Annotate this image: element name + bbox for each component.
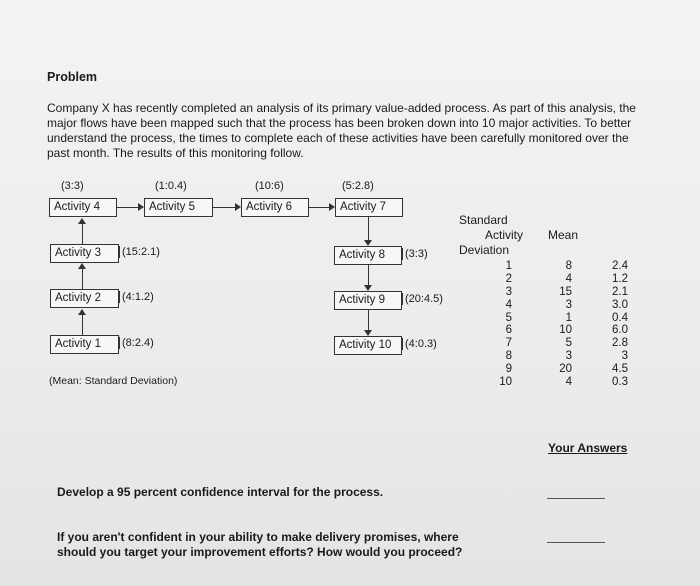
table-cell: 4: [565, 272, 572, 285]
activity8-box: Activity 8: [334, 246, 402, 265]
connector-7-8: [368, 217, 369, 240]
connector-2-3: [82, 269, 83, 289]
table-cell: 4: [565, 376, 572, 389]
table-cell: 7: [505, 337, 512, 350]
activity1-stats: (8:2.4): [119, 337, 154, 349]
table-cell: 3: [565, 298, 572, 311]
activity3-stats: (15:2.1): [119, 246, 160, 258]
table-cell: 3: [505, 285, 512, 298]
activity6-stats: (10:6): [255, 180, 284, 192]
table-header-deviation: Deviation: [459, 243, 510, 257]
connector-6-7: [309, 207, 329, 208]
table-cell: 8: [505, 350, 512, 363]
table-header-standard: Standard: [459, 213, 508, 227]
activity5-box: Activity 5: [144, 198, 213, 217]
diagram-legend: (Mean: Standard Deviation): [49, 375, 178, 387]
table-cell: 0.3: [612, 376, 628, 389]
table-cell: 8: [565, 260, 572, 272]
arrowhead-5-6: [235, 203, 241, 211]
connector-1-2: [82, 315, 83, 335]
table-cell: 3.0: [612, 298, 628, 311]
table-header-activity: Activity: [485, 228, 524, 242]
arrowhead-7-8: [364, 240, 372, 246]
table-cell: 0.4: [612, 311, 628, 324]
table-header-mean: Mean: [548, 228, 579, 242]
arrowhead-3-4: [78, 218, 86, 224]
activity2-box: Activity 2: [50, 289, 119, 308]
table-cell: 5: [505, 311, 512, 324]
answer-blank-2[interactable]: [547, 542, 605, 543]
activity8-stats: (3:3): [402, 248, 428, 260]
connector-5-6: [213, 207, 235, 208]
your-answers-heading: Your Answers: [548, 441, 628, 455]
table-cell: 1: [505, 260, 512, 272]
table-activity-column: [490, 260, 512, 389]
table-cell: 4.5: [612, 363, 628, 376]
table-cell: 1: [565, 311, 572, 324]
problem-intro: Company X has recently completed an analysis of its primary value-added process. As part of this analysis, the major flows have been mapped such that the process has been broken down into 10 major activities. To better understand the process, the times to complete each of these activities have been carefully monitored over the past month. The results of this monitoring follow.: [47, 101, 636, 160]
table-cell: 2.8: [612, 337, 628, 350]
arrowhead-2-3: [78, 263, 86, 269]
arrowhead-1-2: [78, 309, 86, 315]
question-1: Develop a 95 percent confidence interval for the process.: [57, 485, 384, 499]
table-cell: 6.0: [612, 324, 628, 337]
table-cell: 3: [565, 350, 572, 363]
table-cell: 10: [499, 376, 512, 389]
activity9-stats: (20:4.5): [402, 293, 443, 305]
activity6-box: Activity 6: [241, 198, 309, 217]
table-cell: 20: [559, 363, 572, 376]
arrowhead-4-5: [138, 203, 144, 211]
activity2-stats: (4:1.2): [119, 291, 154, 303]
activity5-stats: (1:0.4): [155, 180, 187, 192]
connector-4-5: [117, 207, 138, 208]
table-mean-column: [550, 260, 572, 389]
question-2-line-1: If you aren't confident in your ability to make delivery promises, where: [57, 530, 459, 544]
table-cell: 5: [565, 337, 572, 350]
table-cell: 10: [559, 324, 572, 337]
table-cell: 1.2: [612, 272, 628, 285]
activity7-box: Activity 7: [335, 198, 403, 217]
activity1-box: Activity 1: [50, 335, 119, 354]
table-cell: 15: [559, 285, 572, 298]
table-cell: 9: [505, 363, 512, 376]
arrowhead-9-10: [364, 330, 372, 336]
table-cell: 2: [505, 272, 512, 285]
connector-8-9: [368, 265, 369, 285]
table-cell: 6: [505, 324, 512, 337]
activity10-stats: (4:0.3): [402, 338, 437, 350]
arrowhead-6-7: [329, 203, 335, 211]
table-cell: 4: [505, 298, 512, 311]
activity7-stats: (5:2.8): [342, 180, 374, 192]
activity4-box: Activity 4: [49, 198, 117, 217]
activity3-box: Activity 3: [50, 244, 119, 263]
connector-3-4: [82, 224, 83, 244]
table-cell: 3: [621, 350, 628, 363]
activity10-box: Activity 10: [334, 336, 402, 355]
question-2-line-2: should you target your improvement efforts? How would you proceed?: [57, 545, 463, 559]
table-cell: 2.1: [612, 285, 628, 298]
answer-blank-1[interactable]: [547, 498, 605, 499]
table-cell: 2.4: [612, 260, 628, 272]
activity4-stats: (3:3): [61, 180, 84, 192]
activity9-box: Activity 9: [334, 291, 402, 310]
problem-title: Problem: [47, 70, 98, 84]
table-stddev-column: [600, 260, 628, 389]
arrowhead-8-9: [364, 285, 372, 291]
connector-9-10: [368, 310, 369, 330]
